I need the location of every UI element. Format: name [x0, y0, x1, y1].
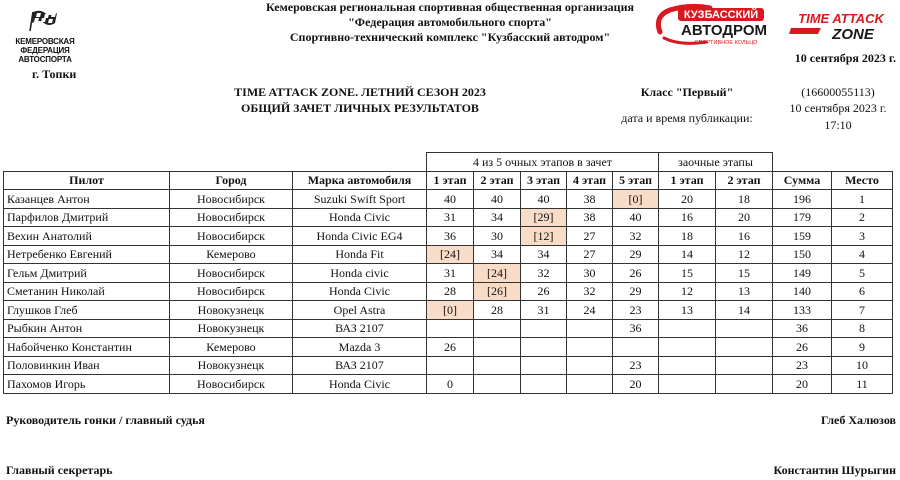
- stage5-cell: 32: [613, 227, 659, 246]
- stage2-cell: [474, 338, 521, 357]
- remote1-cell: [659, 375, 716, 394]
- federation-logo-line2: ФЕДЕРАЦИЯ АВТОСПОРТА: [18, 46, 72, 64]
- sum-cell: 20: [773, 375, 832, 394]
- table-row: [4, 375, 893, 394]
- car-cell: Honda civic: [293, 264, 427, 283]
- federation-logo: [4, 8, 86, 64]
- time-attack-zone-logo: [785, 10, 897, 42]
- car-cell: Honda Fit: [293, 245, 427, 264]
- stage4-cell: 38: [567, 208, 613, 227]
- remote2-cell: [716, 356, 773, 375]
- stage2-cell: [26]: [474, 282, 521, 301]
- stage1-cell: 28: [427, 282, 474, 301]
- stage3-cell: 34: [521, 245, 567, 264]
- pilot-cell: Вехин Анатолий: [4, 227, 170, 246]
- stage5-cell: [613, 338, 659, 357]
- city-cell: Новосибирск: [170, 375, 293, 394]
- remote-group-header: заочные этапы: [659, 153, 773, 172]
- remote2-cell: 15: [716, 264, 773, 283]
- table-row: [4, 208, 893, 227]
- stage1-cell: 40: [427, 190, 474, 209]
- col-remote2: 2 этап: [716, 171, 773, 190]
- car-cell: ВАЗ 2107: [293, 356, 427, 375]
- sum-cell: 36: [773, 319, 832, 338]
- chief-secretary-name: Константин Шурыгин: [773, 463, 896, 477]
- stage1-cell: [427, 319, 474, 338]
- sum-cell: 133: [773, 301, 832, 320]
- table-row: [4, 190, 893, 209]
- stage3-cell: 26: [521, 282, 567, 301]
- sum-cell: 26: [773, 338, 832, 357]
- place-cell: 1: [832, 190, 893, 209]
- col-place: Место: [832, 171, 893, 190]
- remote2-cell: 12: [716, 245, 773, 264]
- org-line-2: "Федерация автомобильного спорта": [348, 15, 552, 29]
- remote1-cell: 16: [659, 208, 716, 227]
- table-row: [4, 338, 893, 357]
- remote2-cell: 13: [716, 282, 773, 301]
- city-cell: Новосибирск: [170, 264, 293, 283]
- stage2-cell: [474, 375, 521, 394]
- table-row: [4, 227, 893, 246]
- chief-judge-role: Руководитель гонки / главный судья: [6, 413, 205, 427]
- remote1-cell: [659, 338, 716, 357]
- class-label: Класс "Первый": [640, 85, 734, 99]
- stage2-cell: 34: [474, 245, 521, 264]
- place-cell: 9: [832, 338, 893, 357]
- stage1-cell: 31: [427, 208, 474, 227]
- stage3-cell: [12]: [521, 227, 567, 246]
- stage2-cell: [474, 319, 521, 338]
- table-row: [4, 245, 893, 264]
- stage5-cell: 23: [613, 356, 659, 375]
- stage3-cell: 32: [521, 264, 567, 283]
- stage5-cell: 40: [613, 208, 659, 227]
- remote1-cell: [659, 319, 716, 338]
- car-cell: Opel Astra: [293, 301, 427, 320]
- city-cell: Новосибирск: [170, 227, 293, 246]
- stage4-cell: 32: [567, 282, 613, 301]
- stage1-cell: [427, 356, 474, 375]
- federation-logo-line1: КЕМЕРОВСКАЯ: [15, 37, 75, 46]
- stage2-cell: 30: [474, 227, 521, 246]
- org-line-3: Спортивно-технический комплекс "Кузбасский автодром": [289, 30, 611, 44]
- col-stage1: 1 этап: [427, 171, 474, 190]
- pilot-cell: Парфилов Дмитрий: [4, 208, 170, 227]
- timeattack-logo-line1: TIME ATTACK: [798, 11, 884, 26]
- date-top: 10 сентября 2023 г.: [794, 51, 896, 65]
- col-stage4: 4 этап: [567, 171, 613, 190]
- pilot-cell: Сметанин Николай: [4, 282, 170, 301]
- stage4-cell: 27: [567, 227, 613, 246]
- group-header-row: [4, 153, 893, 172]
- col-stage3: 3 этап: [521, 171, 567, 190]
- car-cell: ВАЗ 2107: [293, 319, 427, 338]
- pilot-cell: Пахомов Игорь: [4, 375, 170, 394]
- pilot-cell: Глушков Глеб: [4, 301, 170, 320]
- checkered-flag-icon: [28, 8, 62, 32]
- stage5-cell: [0]: [613, 190, 659, 209]
- stage3-cell: [521, 356, 567, 375]
- place-cell: 5: [832, 264, 893, 283]
- stage2-cell: 28: [474, 301, 521, 320]
- stage4-cell: [567, 338, 613, 357]
- remote1-cell: 18: [659, 227, 716, 246]
- place-cell: 2: [832, 208, 893, 227]
- stage4-cell: 30: [567, 264, 613, 283]
- city-cell: Новокузнецк: [170, 356, 293, 375]
- remote1-cell: 14: [659, 245, 716, 264]
- car-cell: Honda Civic EG4: [293, 227, 427, 246]
- col-pilot: Пилот: [4, 171, 170, 190]
- city-cell: Новокузнецк: [170, 319, 293, 338]
- stage1-cell: 0: [427, 375, 474, 394]
- timeattack-logo-line2: ZONE: [832, 26, 874, 42]
- pilot-cell: Набойченко Константин: [4, 338, 170, 357]
- city-cell: Новосибирск: [170, 282, 293, 301]
- stage4-cell: 24: [567, 301, 613, 320]
- car-cell: Honda Civic: [293, 282, 427, 301]
- org-line-1: Кемеровская региональная спортивная общественная организация: [266, 0, 634, 14]
- sum-cell: 196: [773, 190, 832, 209]
- stage4-cell: 27: [567, 245, 613, 264]
- table-row: [4, 264, 893, 283]
- place-cell: 8: [832, 319, 893, 338]
- stage5-cell: 29: [613, 245, 659, 264]
- remote2-cell: 14: [716, 301, 773, 320]
- table-row: [4, 301, 893, 320]
- car-cell: Honda Civic: [293, 208, 427, 227]
- standings-title: ОБЩИЙ ЗАЧЕТ ЛИЧНЫХ РЕЗУЛЬТАТОВ: [241, 101, 479, 115]
- publish-label: дата и время публикации:: [621, 111, 753, 125]
- car-cell: Mazda 3: [293, 338, 427, 357]
- col-stage2: 2 этап: [474, 171, 521, 190]
- pilot-cell: Казанцев Антон: [4, 190, 170, 209]
- stage4-cell: [567, 319, 613, 338]
- stage3-cell: [521, 338, 567, 357]
- place-cell: 6: [832, 282, 893, 301]
- stage3-cell: 31: [521, 301, 567, 320]
- stage5-cell: 36: [613, 319, 659, 338]
- kuzbass-logo-line3: СПОРТИВНОЕ КОЛЬЦО: [694, 40, 758, 46]
- city-cell: Кемерово: [170, 245, 293, 264]
- kuzbass-logo-line2: АВТОДРОМ: [680, 22, 768, 39]
- stage2-cell: 34: [474, 208, 521, 227]
- stage5-cell: 29: [613, 282, 659, 301]
- column-header-row: [4, 171, 893, 190]
- publish-time: 17:10: [824, 118, 852, 132]
- results-table: [3, 152, 893, 394]
- table-row: [4, 282, 893, 301]
- sum-cell: 149: [773, 264, 832, 283]
- kuzbass-track-icon: [650, 2, 770, 50]
- sum-cell: 150: [773, 245, 832, 264]
- city-cell: Новосибирск: [170, 190, 293, 209]
- place-cell: 7: [832, 301, 893, 320]
- remote1-cell: [659, 356, 716, 375]
- table-row: [4, 319, 893, 338]
- stage4-cell: 38: [567, 190, 613, 209]
- chief-judge-name: Глеб Халюзов: [821, 413, 896, 427]
- pilot-cell: Гельм Дмитрий: [4, 264, 170, 283]
- kuzbass-autodrom-logo: [650, 2, 770, 50]
- place-cell: 11: [832, 375, 893, 394]
- remote2-cell: [716, 338, 773, 357]
- remote2-cell: 18: [716, 190, 773, 209]
- stage5-cell: 20: [613, 375, 659, 394]
- stage5-cell: 23: [613, 301, 659, 320]
- remote2-cell: [716, 319, 773, 338]
- city-cell: Кемерово: [170, 338, 293, 357]
- stage3-cell: 40: [521, 190, 567, 209]
- remote1-cell: 20: [659, 190, 716, 209]
- inperson-group-header: 4 из 5 очных этапов в зачет: [427, 153, 659, 172]
- sum-cell: 23: [773, 356, 832, 375]
- stage5-cell: 26: [613, 264, 659, 283]
- col-car: Марка автомобиля: [293, 171, 427, 190]
- remote1-cell: 15: [659, 264, 716, 283]
- car-cell: Suzuki Swift Sport: [293, 190, 427, 209]
- remote2-cell: 20: [716, 208, 773, 227]
- pilot-cell: Рыбкин Антон: [4, 319, 170, 338]
- stage1-cell: 26: [427, 338, 474, 357]
- city-cell: Новокузнецк: [170, 301, 293, 320]
- remote1-cell: 12: [659, 282, 716, 301]
- remote2-cell: 16: [716, 227, 773, 246]
- time-attack-logo-icon: [785, 10, 897, 42]
- place-cell: 10: [832, 356, 893, 375]
- col-sum: Сумма: [773, 171, 832, 190]
- results-body: [4, 190, 893, 394]
- stage2-cell: 40: [474, 190, 521, 209]
- col-city: Город: [170, 171, 293, 190]
- table-row: [4, 356, 893, 375]
- stage4-cell: [567, 375, 613, 394]
- class-code: (16600055113): [801, 85, 875, 99]
- stage3-cell: [521, 375, 567, 394]
- stage1-cell: [0]: [427, 301, 474, 320]
- place-cell: 3: [832, 227, 893, 246]
- stage3-cell: [29]: [521, 208, 567, 227]
- city-cell: Новосибирск: [170, 208, 293, 227]
- publish-date: 10 сентября 2023 г.: [789, 101, 887, 115]
- pilot-cell: Половинкин Иван: [4, 356, 170, 375]
- stage4-cell: [567, 356, 613, 375]
- event-title: TIME ATTACK ZONE. ЛЕТНИЙ СЕЗОН 2023: [234, 85, 486, 99]
- sum-cell: 140: [773, 282, 832, 301]
- remote1-cell: 13: [659, 301, 716, 320]
- stage1-cell: [24]: [427, 245, 474, 264]
- sum-cell: 179: [773, 208, 832, 227]
- place-cell: 4: [832, 245, 893, 264]
- stage2-cell: [474, 356, 521, 375]
- sum-cell: 159: [773, 227, 832, 246]
- col-remote1: 1 этап: [659, 171, 716, 190]
- chief-secretary-role: Главный секретарь: [6, 463, 113, 477]
- stage1-cell: 36: [427, 227, 474, 246]
- stage1-cell: 31: [427, 264, 474, 283]
- car-cell: Honda Civic: [293, 375, 427, 394]
- stage2-cell: [24]: [474, 264, 521, 283]
- stage3-cell: [521, 319, 567, 338]
- kuzbass-logo-line1: КУЗБАССКИЙ: [683, 9, 759, 21]
- pilot-cell: Нетребенко Евгений: [4, 245, 170, 264]
- remote2-cell: [716, 375, 773, 394]
- col-stage5: 5 этап: [613, 171, 659, 190]
- city: г. Топки: [32, 67, 77, 81]
